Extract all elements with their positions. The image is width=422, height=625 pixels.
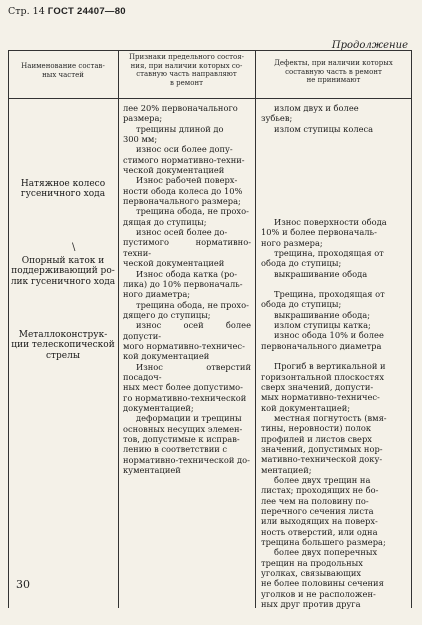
column-header-line: составную часть в ремонт [285,67,382,76]
part-name-line: поддерживающий ро- [11,266,115,277]
column-spacer [261,279,407,289]
text-line: трещина обода, не прохо- [136,206,249,217]
text-line: или выходящих на поверх- [261,516,378,527]
text-line: кой документацией; [261,402,351,413]
criterion-paragraph [123,362,251,414]
page-header [8,6,126,17]
part-name-line: Опорный каток и [21,256,105,266]
text-line: 300 мм; [123,134,158,145]
text-line: первоначального диаметра [261,340,382,351]
defect-paragraph [261,310,407,320]
defect-paragraph [261,124,407,134]
defect-paragraph [261,320,407,330]
column-header-line: ния, при наличии которых со- [130,61,243,70]
text-line: трещины длиной до [136,123,224,134]
text-line: значений, допустимых нор- [261,443,383,454]
text-line: излом ступицы катка; [274,320,371,331]
defect-paragraph [261,361,407,413]
part-name-line: Натяжное колесо [20,179,106,189]
text-line: лению в соответствии с [123,444,228,455]
column-header-line: в ремонт [170,78,203,87]
text-line: ментацией; [261,464,312,475]
column-divider-1 [118,50,119,608]
text-line: нормативно-технической до- [123,454,250,465]
text-line: Прогиб в вертикальной и [274,361,386,372]
text-line: износ осей более допусти- [123,320,251,341]
defect-paragraph [261,248,407,269]
text-line: перечного сечения листа [261,505,374,516]
stray-mark: \ [72,242,76,253]
limit-state-column [123,103,251,475]
text-line: более двух поперечных [274,547,378,558]
text-line: ческой документацией [123,165,225,176]
column-header-parts [10,62,116,79]
text-line: лика) до 10% первоначаль- [123,278,243,289]
criterion-paragraph [123,144,251,175]
text-line: горизонтальной плоскостях [261,371,385,382]
text-line: первоначального размера; [123,196,241,207]
text-line: дящая до ступицы; [123,216,207,227]
part-name-line: лик гусеничного хода [10,276,116,287]
column-header-limit-state [121,53,252,87]
defect-paragraph [261,289,407,310]
table-border-left [8,50,9,608]
text-line: Износ рабочей поверх- [136,175,238,186]
text-line: трещин на продольных [261,557,363,568]
text-line: излом двух и более [274,103,359,113]
text-line: Трещина, проходящая от [274,289,385,300]
column-spacer [261,134,407,217]
column-spacer [261,351,407,361]
criterion-paragraph [123,413,251,475]
text-line: листах; проходящих не бо- [261,485,379,496]
text-line: пустимого нормативно-техни- [123,237,251,258]
text-line: Износ обода катка (ро- [136,268,238,279]
text-line: профилей и листов сверх [261,433,372,444]
defect-paragraph [261,269,407,279]
part-name-telescopic-boom [10,330,116,361]
text-line: размера; [123,113,163,124]
text-line: мых нормативно-техничес- [261,392,380,403]
criterion-paragraph [123,269,251,300]
text-line: местная погнутость (вмя- [274,412,387,423]
text-line: мого нормативно-техничес- [123,340,245,351]
text-line: обода до ступицы; [261,258,342,269]
criterion-paragraph [123,124,251,145]
column-header-line: Признаки предельного состоя- [128,53,245,61]
defect-paragraph [261,413,407,475]
part-name-line: гусеничного хода [20,189,106,200]
criterion-paragraph [123,175,251,206]
text-line: износ оси более допу- [136,144,233,155]
part-name-track-roller [10,256,116,287]
defects-table [8,50,412,608]
criterion-paragraph [123,320,251,361]
column-header-line: не принимают [306,76,361,85]
text-line: документацией; [123,402,194,413]
text-line: тов, допустимые к исправ- [123,434,240,444]
defect-paragraph [261,330,407,351]
text-line: деформации и трещины [136,413,242,424]
column-header-line: ных частей [42,70,84,79]
column-header-line: ставную часть направляют [136,70,237,79]
text-line: трещина обода, не прохо- [136,299,249,310]
text-line: основных несущих элемен- [123,423,243,434]
text-line: дящего до ступицы; [123,309,211,320]
text-line: выкрашивание обода [274,268,368,279]
text-line: уголках, связывающих [261,568,362,579]
text-line: излом ступицы колеса [274,123,374,134]
text-line: Износ отверстий посадоч- [123,361,251,382]
table-border-right [411,50,412,608]
column-header-line: Наименование состав- [21,62,105,70]
text-line: износ обода 10% и более [274,330,384,341]
table-top-border [8,50,412,51]
text-line: выкрашивание обода; [274,309,371,320]
part-name-line: ции телескопической [11,340,115,351]
defect-paragraph [261,475,407,547]
text-line: лее чем на половину по- [261,495,369,506]
text-line: ного диаметра; [123,289,191,300]
text-line: ности обода колеса до 10% [123,185,243,196]
text-line: зубьев; [261,113,293,124]
column-header-line: Дефекты, при наличии которых [274,59,393,67]
text-line: трещина, проходящая от [274,248,384,259]
part-name-tensioning-wheel [10,179,116,200]
part-name-line: Металлоконструк- [18,330,108,340]
text-line: лее 20% первоначального [123,103,238,113]
text-line: уголков и не расположен- [261,588,376,599]
text-line: не более половины сечения [261,578,384,589]
criterion-paragraph [123,206,251,227]
text-line: ческой документацией [123,258,225,269]
continuation-label: Продолжение [331,40,408,51]
text-line: го нормативно-технической [123,392,247,403]
page-label: Стр. 14 [8,6,45,17]
rejection-defects-column [261,103,407,609]
defect-paragraph [261,547,407,609]
text-line: мативно-технической доку- [261,454,383,465]
text-line: стимого нормативно-техни- [123,154,245,165]
document-code: ГОСТ 24407—80 [47,6,126,17]
defect-paragraph [261,217,407,248]
page-number: 30 [16,578,30,591]
criterion-paragraph [123,103,251,124]
text-line: ных мест более допустимо- [123,382,243,393]
text-line: тины, неровности) полок [261,423,372,434]
text-line: износ осей более до- [136,227,228,238]
part-name-line: стрелы [46,350,80,361]
text-line: ность отверстий, или одна [261,526,378,537]
text-line: кой документацией [123,351,210,362]
header-divider [8,98,412,99]
column-divider-2 [255,50,256,608]
text-line: обода до ступицы; [261,299,342,310]
criterion-paragraph [123,227,251,268]
text-line: трещина большего размера; [261,537,386,547]
text-line: более двух трещин на [274,474,371,485]
column-header-rejection-defects [258,59,409,85]
text-line: 10% и более первоначаль- [261,227,377,238]
text-line: ных друг против друга [261,599,361,610]
text-line: сверх значений, допусти- [261,381,374,392]
criterion-paragraph [123,300,251,321]
text-line: ного размера; [261,237,323,248]
text-line: кументацией [123,465,181,476]
defect-paragraph [261,103,407,124]
text-line: Износ поверхности обода [274,217,387,228]
